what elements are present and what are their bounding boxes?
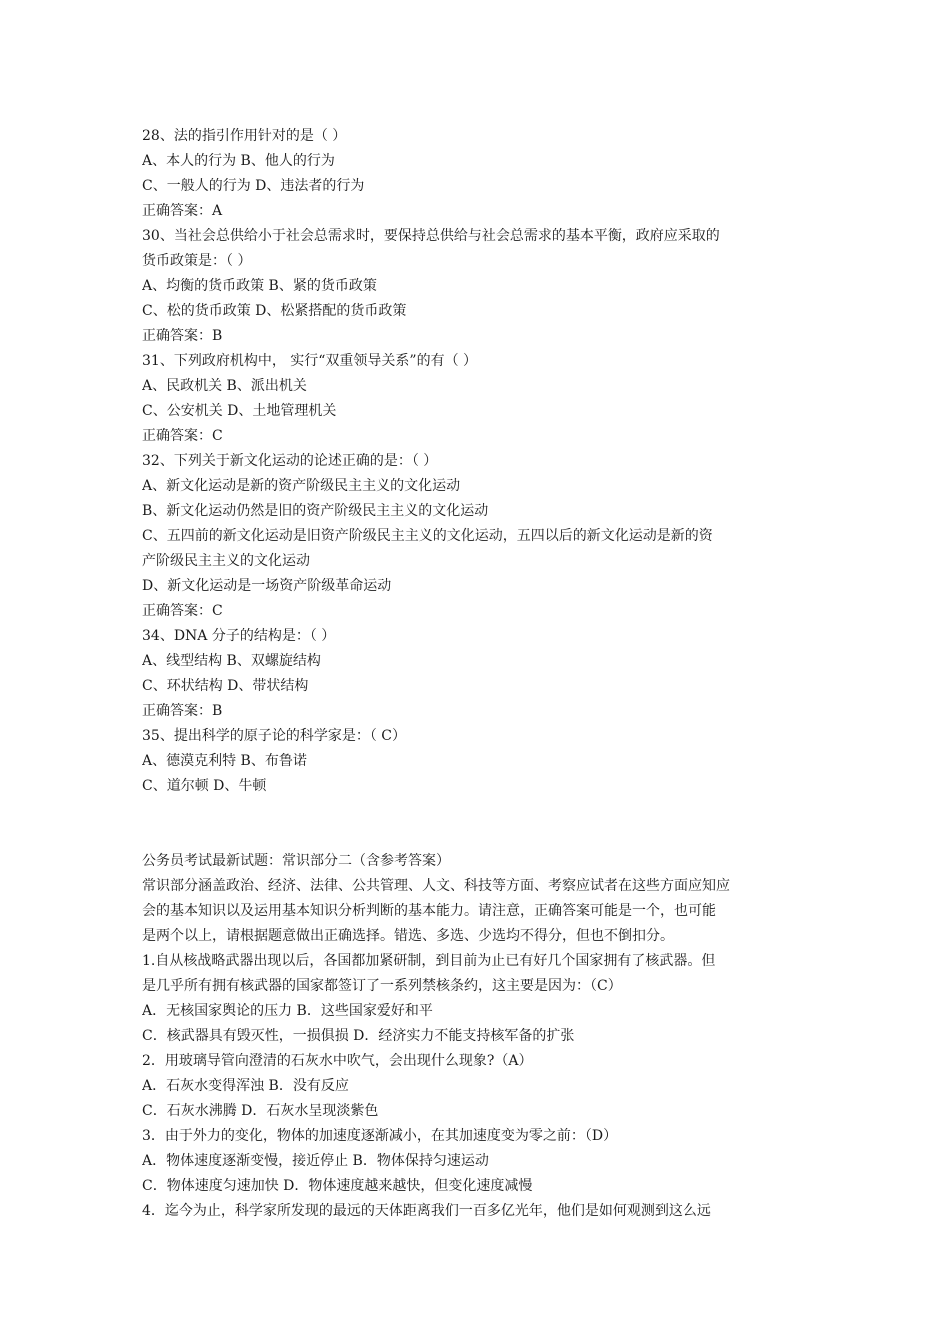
text-line: C、环状结构 D、带状结构 bbox=[142, 678, 309, 694]
text-line: 货币政策是：（ ） bbox=[142, 253, 252, 269]
text-line: C、道尔顿 D、牛顿 bbox=[142, 778, 267, 794]
text-line: A、线型结构 B、双螺旋结构 bbox=[142, 653, 321, 669]
text-line: 2．用玻璃导管向澄清的石灰水中吹气，会出现什么现象?（A） bbox=[142, 1053, 533, 1069]
text-line: A．物体速度逐渐变慢，接近停止 B．物体保持匀速运动 bbox=[142, 1153, 489, 1169]
exam-questions-section-2 bbox=[142, 849, 812, 1224]
text-line: A．无核国家舆论的压力 B．这些国家爱好和平 bbox=[142, 1003, 433, 1019]
text-line: 正确答案：B bbox=[142, 328, 223, 344]
text-line: C、一般人的行为 D、违法者的行为 bbox=[142, 178, 365, 194]
section-gap bbox=[142, 799, 812, 849]
text-line: 正确答案：A bbox=[142, 203, 223, 219]
text-line: 28、法的指引作用针对的是（ ） bbox=[142, 128, 347, 144]
text-line: A、本人的行为 B、他人的行为 bbox=[142, 153, 335, 169]
text-line: C．核武器具有毁灭性，一损俱损 D．经济实力不能支持核军备的扩张 bbox=[142, 1028, 575, 1044]
text-line: 是两个以上，请根据题意做出正确选择。错选、多选、少选均不得分，但也不倒扣分。 bbox=[142, 928, 674, 944]
text-line: 31、下列政府机构中， 实行“双重领导关系”的有（ ） bbox=[142, 353, 478, 369]
text-line: 30、当社会总供给小于社会总需求时，要保持总供给与社会总需求的基本平衡，政府应采取的 bbox=[142, 228, 720, 244]
text-line: 正确答案：B bbox=[142, 703, 223, 719]
text-line: C、公安机关 D、土地管理机关 bbox=[142, 403, 337, 419]
text-line: 正确答案：C bbox=[142, 603, 223, 619]
text-line: A、德漠克利特 B、布鲁诺 bbox=[142, 753, 307, 769]
text-line: 1.自从核战略武器出现以后，各国都加紧研制，到目前为止已有好几个国家拥有了核武器。但 bbox=[142, 953, 716, 969]
exam-questions-section-1 bbox=[142, 124, 812, 799]
text-line: A、均衡的货币政策 B、紧的货币政策 bbox=[142, 278, 377, 294]
text-line: A．石灰水变得浑浊 B．没有反应 bbox=[142, 1078, 349, 1094]
text-line: 34、DNA 分子的结构是：（ ） bbox=[142, 628, 336, 644]
text-line: A、民政机关 B、派出机关 bbox=[142, 378, 307, 394]
text-line: 正确答案：C bbox=[142, 428, 223, 444]
text-line: 35、提出科学的原子论的科学家是：（ C） bbox=[142, 728, 406, 744]
text-line: D、新文化运动是一场资产阶级革命运动 bbox=[142, 578, 392, 594]
text-line: 3．由于外力的变化，物体的加速度逐渐减小，在其加速度变为零之前：（D） bbox=[142, 1128, 618, 1144]
text-line: 是几乎所有拥有核武器的国家都签订了一系列禁核条约，这主要是因为：（C） bbox=[142, 978, 622, 994]
text-line: A、新文化运动是新的资产阶级民主主义的文化运动 bbox=[142, 478, 461, 494]
text-line: C、五四前的新文化运动是旧资产阶级民主主义的文化运动，五四以后的新文化运动是新的资 bbox=[142, 528, 713, 544]
text-line: 常识部分涵盖政治、经济、法律、公共管理、人文、科技等方面、考察应试者在这些方面应知应 bbox=[142, 878, 730, 894]
text-line: C．物体速度匀速加快 D．物体速度越来越快，但变化速度减慢 bbox=[142, 1178, 533, 1194]
text-line: 4．迄今为止，科学家所发现的最远的天体距离我们一百多亿光年，他们是如何观测到这么远 bbox=[142, 1203, 711, 1219]
text-line: C、松的货币政策 D、松紧搭配的货币政策 bbox=[142, 303, 407, 319]
document-page bbox=[142, 124, 812, 1224]
text-line: 公务员考试最新试题：常识部分二（含参考答案） bbox=[142, 853, 450, 869]
text-line: 产阶级民主主义的文化运动 bbox=[142, 553, 310, 569]
text-line: 32、下列关于新文化运动的论述正确的是：（ ） bbox=[142, 453, 438, 469]
text-line: 会的基本知识以及运用基本知识分析判断的基本能力。请注意，正确答案可能是一个，也可能 bbox=[142, 903, 716, 919]
text-line: C．石灰水沸腾 D．石灰水呈现淡紫色 bbox=[142, 1103, 379, 1119]
text-line: B、新文化运动仍然是旧的资产阶级民主主义的文化运动 bbox=[142, 503, 489, 519]
